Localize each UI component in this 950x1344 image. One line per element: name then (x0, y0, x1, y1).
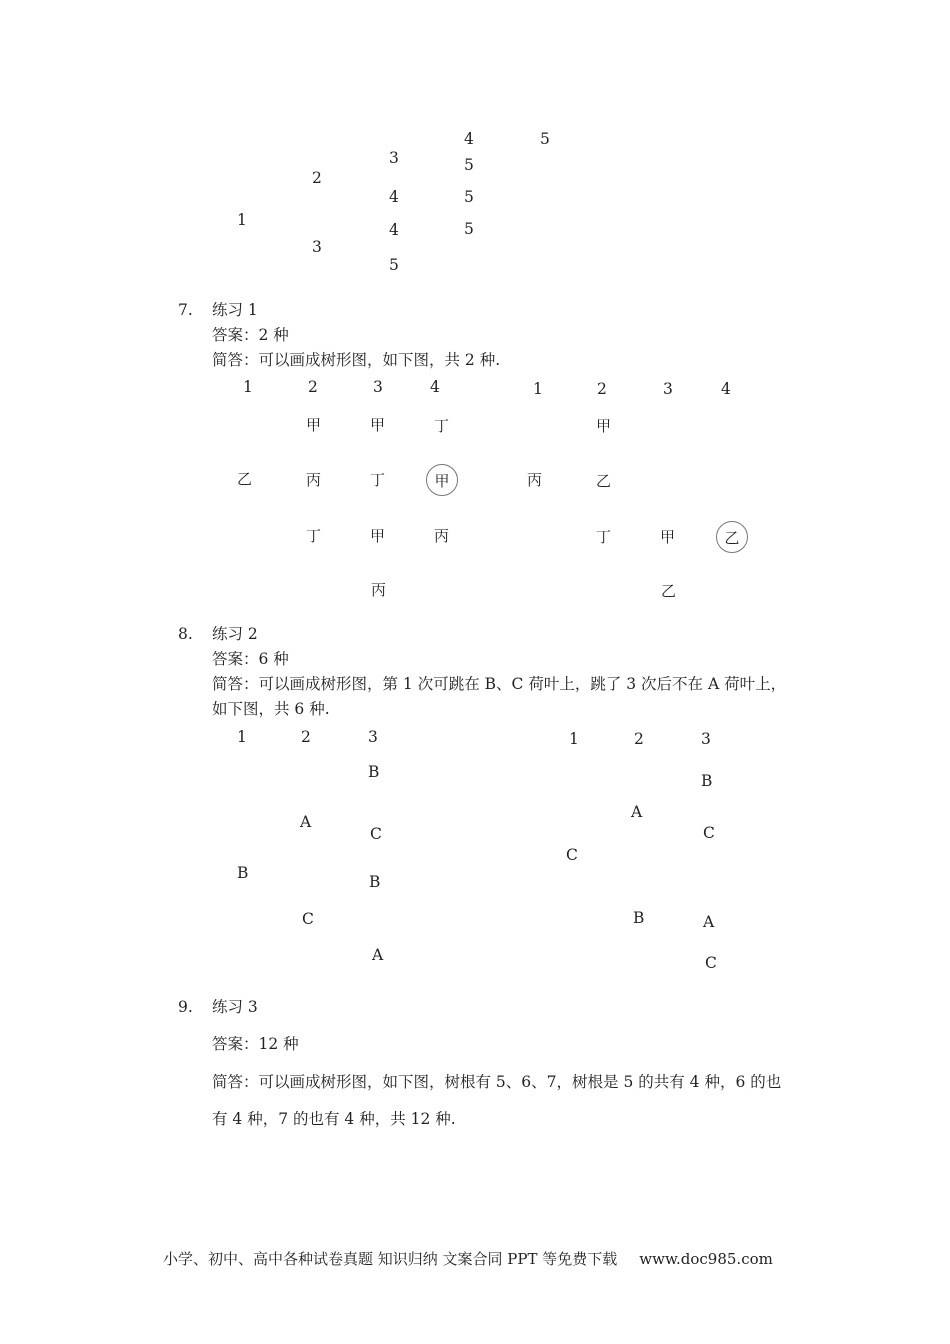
tree-node: 丙 (306, 471, 322, 489)
tree-node: B (633, 909, 645, 927)
tree-node: 丁 (434, 417, 450, 435)
q9-answer: 答案：12 种 (212, 1035, 299, 1053)
tree-header: 4 (430, 378, 440, 396)
tree-header: 3 (663, 380, 673, 398)
q9-number: 9. (178, 998, 193, 1016)
tree-node: 甲 (370, 416, 386, 434)
tree-node: 3 (389, 149, 399, 167)
tree-node: 丁 (306, 527, 322, 545)
tree-node: 乙 (661, 582, 677, 600)
tree-node: 甲 (370, 527, 386, 545)
tree-node: C (703, 824, 715, 842)
tree-header: 3 (373, 378, 383, 396)
tree-header: 1 (237, 728, 247, 746)
tree-node: 2 (312, 169, 322, 187)
tree-node: C (566, 846, 578, 864)
tree-node: 5 (540, 130, 550, 148)
footer-text: 小学、初中、高中各种试卷真题 知识归纳 文案合同 PPT 等免费下载 (163, 1250, 618, 1268)
q7-brief: 简答：可以画成树形图，如下图，共 2 种. (212, 351, 501, 369)
tree-node: C (370, 825, 382, 843)
tree-header: 2 (634, 730, 644, 748)
q8-brief-line1: 简答：可以画成树形图，第 1 次可跳在 B、C 荷叶上，跳了 3 次后不在 A 荷叶上， (212, 675, 787, 693)
tree-header: 1 (243, 378, 253, 396)
q7-answer: 答案：2 种 (212, 326, 289, 344)
tree-node: C (705, 954, 717, 972)
circled-node: 乙 (716, 521, 748, 553)
footer-url[interactable]: www.doc985.com (639, 1250, 773, 1268)
tree-node: A (300, 813, 312, 831)
tree-header: 2 (597, 380, 607, 398)
tree-node: B (369, 873, 381, 891)
tree-header: 4 (721, 380, 731, 398)
q7-number: 7. (178, 301, 193, 319)
tree-node: 5 (464, 156, 474, 174)
q9-brief-line2: 有 4 种，7 的也有 4 种，共 12 种. (212, 1110, 456, 1128)
tree-node: 丙 (371, 581, 387, 599)
tree-node: 3 (312, 238, 322, 256)
tree-node: 4 (389, 221, 399, 239)
tree-node: A (372, 946, 384, 964)
tree-node: 甲 (660, 528, 676, 546)
q8-title: 练习 2 (212, 625, 258, 643)
q7-title: 练习 1 (212, 301, 258, 319)
circled-node: 甲 (426, 464, 458, 496)
tree-node: A (631, 803, 643, 821)
tree-node: 甲 (596, 417, 612, 435)
tree-node: C (302, 910, 314, 928)
tree-header: 1 (533, 380, 543, 398)
tree-node: 5 (389, 256, 399, 274)
tree-header: 1 (569, 730, 579, 748)
tree-header: 2 (301, 728, 311, 746)
tree-node: 甲 (306, 416, 322, 434)
tree-node: B (701, 772, 713, 790)
tree-header: 3 (701, 730, 711, 748)
tree-node: 乙 (596, 472, 612, 490)
tree-node: 5 (464, 220, 474, 238)
q8-number: 8. (178, 625, 193, 643)
tree-node: 丁 (370, 471, 386, 489)
tree-header: 3 (368, 728, 378, 746)
q9-brief-line1: 简答：可以画成树形图，如下图，树根有 5、6、7，树根是 5 的共有 4 种，6 的也 (212, 1073, 782, 1091)
q9-title: 练习 3 (212, 998, 258, 1016)
tree-node: B (368, 763, 380, 781)
q8-answer: 答案：6 种 (212, 650, 289, 668)
q8-brief-line2: 如下图，共 6 种. (212, 700, 330, 718)
tree-node: 丙 (527, 471, 543, 489)
tree-node: A (703, 913, 715, 931)
tree-node: 1 (237, 211, 247, 229)
tree-node: 丙 (434, 527, 450, 545)
tree-node: 4 (389, 188, 399, 206)
tree-node: 乙 (237, 470, 253, 488)
tree-node: B (237, 864, 249, 882)
page-footer (163, 1248, 773, 1269)
tree-node: 4 (464, 130, 474, 148)
tree-node: 5 (464, 188, 474, 206)
tree-node: 丁 (596, 528, 612, 546)
tree-header: 2 (308, 378, 318, 396)
